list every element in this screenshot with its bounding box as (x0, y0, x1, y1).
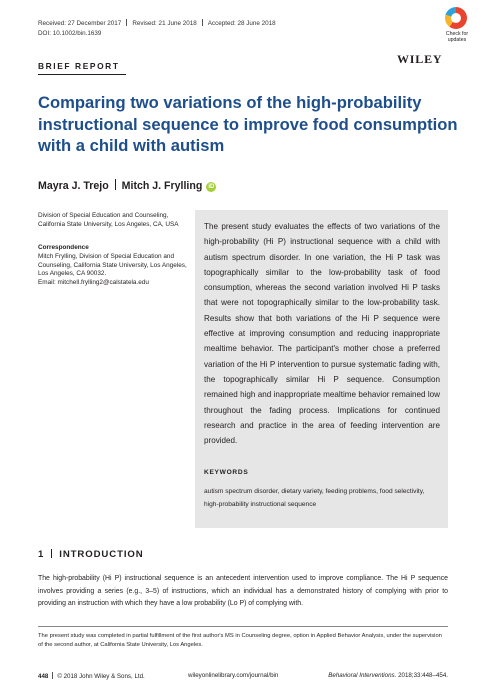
keywords-list: autism spectrum disorder, dietary variety, feeding problems, food selectivity, high-probability instructional sequence (204, 488, 425, 508)
author-list (38, 179, 216, 192)
article-title: Comparing two variations of the high-probability instructional sequence to improve food consumption with a child with autism (38, 93, 458, 155)
article-type-rule (38, 74, 126, 75)
section-heading-introduction (38, 549, 144, 560)
journal-url[interactable]: wileyonlinelibrary.com/journal/bin (188, 672, 279, 679)
section-title: INTRODUCTION (59, 549, 144, 560)
article-dates (38, 19, 276, 27)
page-footer (38, 672, 448, 680)
section-number: 1 (38, 549, 45, 560)
author-separator (115, 179, 116, 190)
correspondence-details (38, 253, 188, 287)
author-2[interactable]: Mitch J. Frylling (121, 180, 203, 192)
author-1[interactable]: Mayra J. Trejo (38, 180, 109, 192)
date-separator (202, 19, 203, 26)
keywords-heading: KEYWORDS (204, 469, 249, 476)
section-separator (51, 549, 52, 558)
revised-date: Revised: 21 June 2018 (132, 20, 197, 27)
check-for-updates-badge[interactable] (440, 6, 474, 46)
affiliation: Division of Special Education and Counseling, California State University, Los Angeles, CA, USA (38, 212, 179, 228)
article-type: BRIEF REPORT (38, 61, 120, 71)
journal-name: Behavioral Interventions. (328, 672, 397, 679)
check-for-updates-icon-center (451, 13, 461, 23)
publisher-logo: WILEY (397, 52, 443, 66)
date-separator (126, 19, 127, 26)
check-for-updates-label: Check for updates (445, 31, 469, 43)
doi-link[interactable]: DOI: 10.1002/bin.1639 (38, 30, 102, 37)
orcid-icon[interactable]: iD (208, 184, 215, 190)
copyright: © 2018 John Wiley & Sons, Ltd. (57, 673, 145, 680)
journal-citation (328, 672, 448, 679)
page-number: 448 (38, 673, 49, 680)
footer-separator (52, 672, 53, 679)
correspondence-heading: Correspondence (38, 244, 89, 251)
citation-volume: 2018;33:448–454. (396, 672, 448, 679)
correspondence-email[interactable]: Email: mitchell.frylling2@calstatela.edu (38, 278, 149, 286)
accepted-date: Accepted: 28 June 2018 (207, 20, 276, 27)
abstract-text: The present study evaluates the effects of two variations of the high-probability (Hi P) instructional sequence with a child with autism spectrum disorder. In one variation, the Hi P task was topographically similar to the low-probability task of food consumption, whereas the second variation involved Hi P tasks that were not topographically similar to the low-probability task. Results show that both variations of the Hi P sequence were effective at improving consumption and reducing inappropriate mealtime behavior. The participant's mother chose a preferred variation of the Hi P intervention to pursue systematic fading with, the topographically similar Hi P sequence. Consumption remained high and inappropriate mealtime behavior remained low throughout the fading process. Implications for continued research and practice in the area of feeding intervention are provided. (204, 222, 440, 446)
footnote: The present study was completed in partial fulfillment of the first author's MS in Counseling degree, option in Applied Behavior Analysis, under the supervision of the second author, at California State University, Los Angeles. (38, 633, 442, 649)
footnote-rule (38, 626, 448, 627)
introduction-paragraph: The high-probability (Hi P) instructional sequence is an antecedent intervention used to improve compliance. The Hi P sequence involves providing a series (e.g., 3–5) of instructions, which an individual has a demonstrated history of complying with prior to providing an instruction with which they have a low probability (Lo P) of complying with. (38, 575, 448, 608)
correspondence-address: Mitch Frylling, Division of Special Education and Counseling, California State University, Los Angeles, Los Angeles, CA 90032. (38, 253, 187, 278)
received-date: Received: 27 December 2017 (38, 20, 122, 27)
